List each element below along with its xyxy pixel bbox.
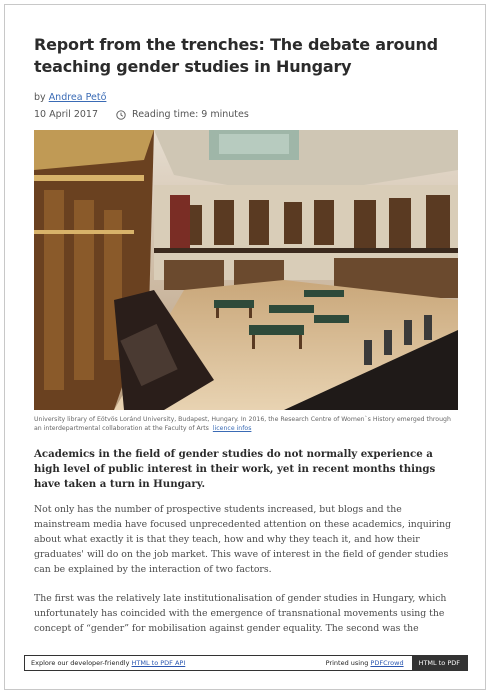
author-link[interactable]: Andrea Pető: [48, 92, 107, 103]
article-title: Report from the trenches: The debate around teaching gender studies in Hungary: [34, 35, 438, 76]
pdfcrowd-footer: [24, 655, 468, 671]
article: [34, 34, 458, 645]
article-meta: [34, 109, 458, 120]
clock-icon: [116, 110, 126, 120]
licence-link[interactable]: licence infos: [212, 425, 252, 432]
pdfcrowd-link[interactable]: PDFCrowd: [370, 659, 404, 667]
photo-caption: [34, 415, 458, 433]
byline-prefix: by: [34, 92, 46, 103]
library-photo-illustration: [34, 130, 458, 410]
library-photo: [34, 130, 458, 410]
html-to-pdf-api-link[interactable]: HTML to PDF API: [131, 659, 186, 667]
reading-time: Reading time: 9 minutes: [132, 109, 249, 120]
caption-text: University library of Eötvös Loránd University, Budapest, Hungary. In 2016, the Research Centre of Women`s History emerged through an interdepartmental collaboration at the Faculty of Arts: [34, 416, 451, 432]
byline: [34, 92, 458, 103]
html-to-pdf-button[interactable]: HTML to PDF: [412, 656, 467, 670]
footer-left-text: Explore our developer-friendly: [31, 659, 130, 667]
body-paragraph-2: The first was the relatively late institutionalisation of gender studies in Hungary, which unfortunately has coincided with the emergence of transnational movements using the concept of “gender” for mobilisation against gender equality. The second was the: [34, 593, 447, 635]
lead-paragraph: Academics in the field of gender studies do not normally experience a high level of public interest in their work, yet in recent months things have taken a turn in Hungary.: [34, 448, 436, 490]
footer-mid: [326, 659, 412, 667]
body-paragraph-1: Not only has the number of prospective students increased, but blogs and the mainstream media have focused unprecedented attention on these academics, inquiring about what exactly it is that they teach, how and why they teach it, and how their graduates' will do on the job market. This wave of interest in the field of gender studies can be explained by the interaction of two factors.: [34, 504, 452, 576]
footer-mid-text: Printed using: [325, 659, 369, 667]
footer-left: [25, 659, 326, 667]
publish-date: 10 April 2017: [34, 109, 99, 120]
